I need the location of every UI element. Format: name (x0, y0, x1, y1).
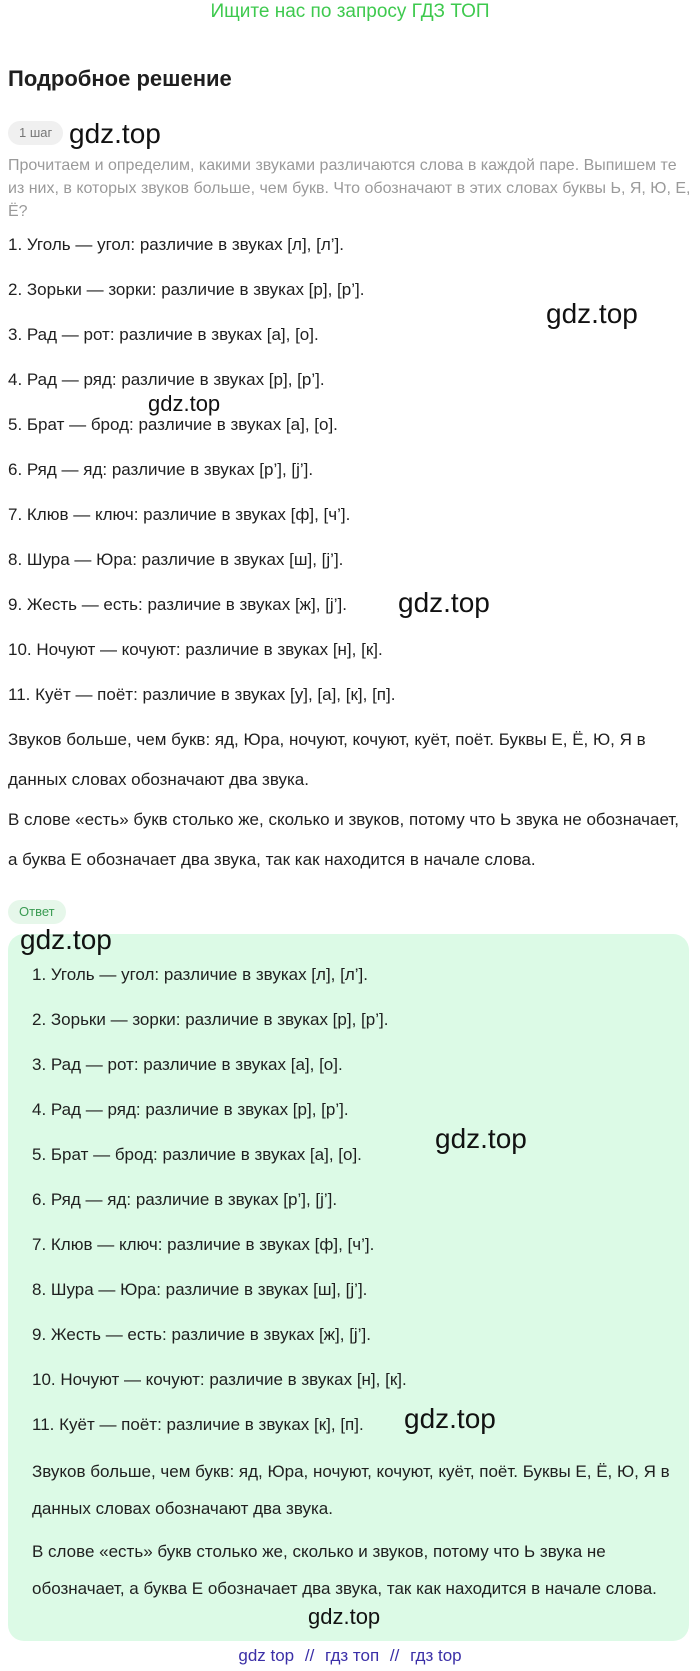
watermark: gdz.top (435, 1123, 527, 1154)
solution-line: 5. Брат — брод: различие в звуках [а], [о]. (8, 415, 338, 434)
answer-line: 5. Брат — брод: различие в звуках [а], [о]. (32, 1145, 362, 1164)
answer-summary: Звуков больше, чем букв: яд, Юра, ночуют, кочуют, куёт, поёт. Буквы Е, Ё, Ю, Я в данных словах обозначают два звука. (32, 1462, 670, 1518)
solution-line: 1. Уголь — угол: различие в звуках [л], [л’]. (8, 235, 344, 254)
answer-line: 4. Рад — ряд: различие в звуках [р], [р’]. (32, 1100, 349, 1119)
answer-line: 1. Уголь — угол: различие в звуках [л], [л’]. (32, 965, 368, 984)
footer-link-gdz-top-mixed[interactable]: гдз top (410, 1646, 462, 1665)
search-banner: Ищите нас по запросу ГДЗ ТОП (210, 1, 490, 22)
solution-line: 2. Зорьки — зорки: различие в звуках [р], [р’]. (8, 280, 365, 299)
answer-explanation: В слове «есть» букв столько же, сколько и звуков, потому что Ь звука не обозначает, а буква Е обозначает два звука, так как находится в начале слова. (32, 1542, 657, 1598)
solution-explanation: В слове «есть» букв столько же, сколько и звуков, потому что Ь звука не обозначает, а буква Е обозначает два звука, так как находится в начале слова. (8, 810, 679, 869)
answer-line: 8. Шура — Юра: различие в звуках [ш], [j’]. (32, 1280, 368, 1299)
solution-line: 9. Жесть — есть: различие в звуках [ж], [j’]. (8, 595, 347, 614)
answer-line: 2. Зорьки — зорки: различие в звуках [р], [р’]. (32, 1010, 389, 1029)
task-text: Прочитаем и определим, какими звуками различаются слова в каждой паре. Выпишем те из них, в которых звуков больше, чем букв. Что обозначают в этих словах буквы Ь, Я, Ю, Е, Ё? (8, 157, 691, 220)
solution-line: 8. Шура — Юра: различие в звуках [ш], [j’]. (8, 550, 344, 569)
footer-separator: // (389, 1646, 400, 1665)
watermark: gdz.top (398, 587, 490, 618)
solution-line: 7. Клюв — ключ: различие в звуках [ф], [ч’]. (8, 505, 351, 524)
answer-badge: Ответ (8, 900, 66, 924)
answer-line: 9. Жесть — есть: различие в звуках [ж], [j’]. (32, 1325, 371, 1344)
solution-line: 3. Рад — рот: различие в звуках [а], [о]. (8, 325, 319, 344)
footer-link-gdz-top-ru[interactable]: гдз топ (325, 1646, 380, 1665)
solution-summary: Звуков больше, чем букв: яд, Юра, ночуют, кочуют, куёт, поёт. Буквы Е, Ё, Ю, Я в данных словах обозначают два звука. (8, 730, 646, 789)
watermark: gdz.top (308, 1604, 381, 1629)
footer-separator: // (304, 1646, 315, 1665)
answer-line: 10. Ночуют — кочуют: различие в звуках [н], [к]. (32, 1370, 407, 1389)
watermark: gdz.top (546, 298, 638, 329)
page-title: Подробное решение (8, 66, 232, 91)
watermark: gdz.top (404, 1403, 496, 1434)
answer-line: 7. Клюв — ключ: различие в звуках [ф], [ч’]. (32, 1235, 375, 1254)
solution-line: 11. Куёт — поёт: различие в звуках [у], [а], [к], [п]. (8, 685, 396, 704)
step-badge: 1 шаг (8, 121, 63, 145)
solution-line: 10. Ночуют — кочуют: различие в звуках [н], [к]. (8, 640, 383, 659)
watermark: gdz.top (20, 924, 112, 955)
watermark: gdz.top (69, 118, 161, 149)
footer-link-gdz-top[interactable]: gdz top (238, 1646, 295, 1665)
footer-links (0, 1646, 700, 1666)
solution-line: 4. Рад — ряд: различие в звуках [р], [р’]. (8, 370, 325, 389)
solution-line: 6. Ряд — яд: различие в звуках [р’], [j’]. (8, 460, 314, 479)
answer-line: 6. Ряд — яд: различие в звуках [р’], [j’]. (32, 1190, 338, 1209)
watermark: gdz.top (148, 391, 221, 416)
answer-line: 3. Рад — рот: различие в звуках [а], [о]. (32, 1055, 343, 1074)
answer-line: 11. Куёт — поёт: различие в звуках [к], [п]. (32, 1415, 364, 1434)
